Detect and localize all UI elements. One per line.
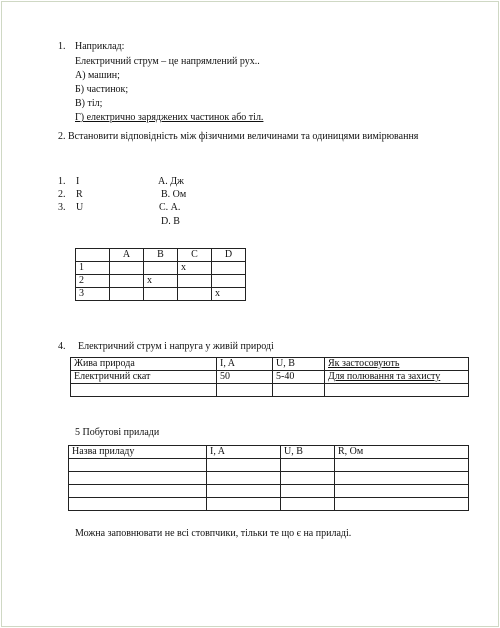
table-cell — [69, 498, 207, 511]
q1-option-c: В) тіл; — [75, 98, 103, 109]
table-cell — [335, 459, 469, 472]
table-cell: 3 — [76, 288, 110, 301]
table-header-cell: Як застосовують — [325, 358, 469, 371]
table-header-cell: U, B — [281, 446, 335, 459]
table-header-cell — [76, 249, 110, 262]
table-cell — [325, 384, 469, 397]
table-cell — [212, 262, 246, 275]
table-cell — [144, 262, 178, 275]
q2-left-label-2: R — [76, 189, 83, 200]
q1-statement: Електричний струм – це напрямлений рух.. — [75, 56, 260, 67]
table-cell — [178, 275, 212, 288]
table-row — [71, 384, 469, 397]
q2-left-num-1: 1. — [58, 176, 66, 187]
table-cell — [335, 485, 469, 498]
table-cell — [110, 288, 144, 301]
q4-table — [70, 357, 469, 397]
table-header-cell: I, A — [207, 446, 281, 459]
table-cell: 2 — [76, 275, 110, 288]
q5-table — [68, 445, 469, 511]
table-cell — [69, 459, 207, 472]
q4-title: Електричний струм і напруга у живій природі — [78, 341, 274, 352]
table-cell: 50 — [217, 371, 273, 384]
q1-option-b: Б) частинок; — [75, 84, 129, 95]
q1-option-d: Г) електрично заряджених частинок або тіл. — [75, 112, 264, 123]
table-cell — [217, 384, 273, 397]
table-cell — [144, 288, 178, 301]
table-header-cell: D — [212, 249, 246, 262]
table-row — [76, 288, 246, 301]
table-cell: 5-40 — [273, 371, 325, 384]
table-row — [69, 459, 469, 472]
table-cell — [207, 459, 281, 472]
q1-number: 1. — [58, 41, 66, 52]
q2-right-b: В. Ом — [161, 189, 187, 200]
table-cell — [110, 262, 144, 275]
q2-left-label-1: I — [76, 176, 80, 187]
q1-option-a: А) машин; — [75, 70, 120, 81]
q2-answer-table — [75, 248, 246, 301]
table-cell: x — [178, 262, 212, 275]
table-cell — [207, 472, 281, 485]
table-header-row — [69, 446, 469, 459]
table-cell — [281, 472, 335, 485]
table-cell: Електричний скат — [71, 371, 217, 384]
table-header-cell: B — [144, 249, 178, 262]
table-cell — [281, 459, 335, 472]
table-header-cell: I, A — [217, 358, 273, 371]
table-cell: x — [144, 275, 178, 288]
table-cell: Для полювання та захисту — [325, 371, 469, 384]
table-cell — [69, 472, 207, 485]
table-row — [69, 472, 469, 485]
table-header-cell: C — [178, 249, 212, 262]
table-cell — [69, 485, 207, 498]
q2-left-label-3: U — [76, 202, 84, 213]
q2-left-num-3: 3. — [58, 202, 66, 213]
table-cell: 1 — [76, 262, 110, 275]
table-header-cell: U, B — [273, 358, 325, 371]
q4-number: 4. — [58, 341, 66, 352]
table-cell — [110, 275, 144, 288]
table-cell — [281, 485, 335, 498]
table-header-row — [71, 358, 469, 371]
table-cell — [335, 498, 469, 511]
table-cell — [71, 384, 217, 397]
q2-right-c: С. А. — [159, 202, 181, 213]
table-cell — [335, 472, 469, 485]
q2-right-a: А. Дж — [158, 176, 184, 187]
q1-title: Наприклад: — [75, 41, 125, 52]
table-cell — [273, 384, 325, 397]
table-cell — [207, 485, 281, 498]
table-row — [71, 371, 469, 384]
table-cell — [178, 288, 212, 301]
table-header-row — [76, 249, 246, 262]
table-header-cell: Жива природа — [71, 358, 217, 371]
table-header-cell: Назва приладу — [69, 446, 207, 459]
q2-left-num-2: 2. — [58, 189, 66, 200]
table-row — [76, 262, 246, 275]
table-cell — [212, 275, 246, 288]
table-cell: x — [212, 288, 246, 301]
q5-title: 5 Побутові прилади — [75, 427, 160, 438]
q2-title: 2. Встановити відповідність між фізичними величинами та одиницями вимірювання — [58, 131, 419, 142]
table-row — [69, 485, 469, 498]
table-header-cell: R, Ом — [335, 446, 469, 459]
q2-right-d: D. В — [161, 216, 180, 227]
table-cell — [281, 498, 335, 511]
table-row — [76, 275, 246, 288]
table-row — [69, 498, 469, 511]
table-cell — [207, 498, 281, 511]
q5-note: Можна заповнювати не всі стовпчики, тільки те що є на приладі. — [75, 528, 352, 539]
table-header-cell: A — [110, 249, 144, 262]
